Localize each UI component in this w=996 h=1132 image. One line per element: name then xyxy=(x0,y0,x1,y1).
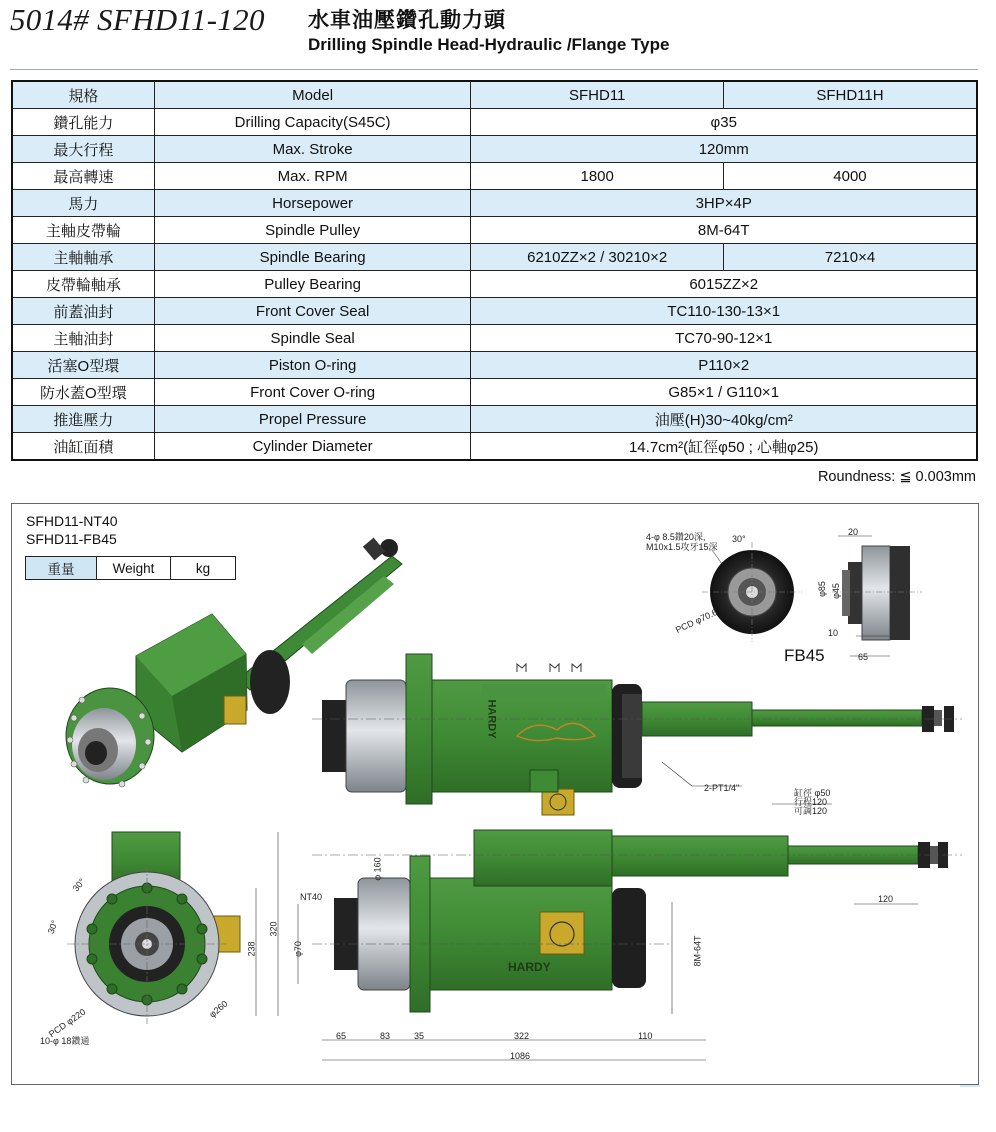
spec-row xyxy=(12,406,977,433)
spec-label-en: Front Cover Seal xyxy=(154,298,471,325)
spec-value: 8M-64T xyxy=(471,217,977,244)
front-end-view xyxy=(67,832,278,1024)
spec-label-en: Front Cover O-ring xyxy=(154,379,471,406)
outer-dia-260: φ260 xyxy=(207,998,230,1020)
weight-label-cn: 重量 xyxy=(26,557,97,580)
spec-row xyxy=(12,379,977,406)
brand-mark-bottom: HARDY xyxy=(508,960,551,974)
variant-fb45: SFHD11-FB45 xyxy=(26,531,117,547)
bottom-side-view xyxy=(298,830,962,1060)
fb45-dim-20: 20 xyxy=(848,527,859,537)
brand-mark-top: HARDY xyxy=(485,699,498,739)
height-dim-320: 320 xyxy=(268,921,279,937)
title-english: Drilling Spindle Head-Hydraulic /Flange Type xyxy=(308,35,670,54)
fb45-pcd: PCD φ70.6 xyxy=(673,606,719,636)
fb45-end-view xyxy=(702,542,802,642)
fb45-angle: 30° xyxy=(732,534,746,544)
spec-value-sfhd11: SFHD11 xyxy=(471,81,724,109)
spec-value: 3HP×4P xyxy=(471,190,977,217)
fb45-dim-10: 10 xyxy=(828,628,839,638)
bottom-dim-322: 322 xyxy=(514,1031,530,1041)
spec-label-en: Propel Pressure xyxy=(154,406,471,433)
weight-label-en: Weight xyxy=(97,557,171,580)
spec-label-en: Pulley Bearing xyxy=(154,271,471,298)
fb45-dim-65: 65 xyxy=(858,652,869,662)
roundness-note: Roundness: ≦ 0.003mm xyxy=(817,469,976,485)
spec-value: TC110-130-13×1 xyxy=(471,298,977,325)
spec-row xyxy=(12,271,977,298)
spec-row xyxy=(12,298,977,325)
bottom-dim-110: 110 xyxy=(638,1031,653,1041)
spec-value: TC70-90-12×1 xyxy=(471,325,977,352)
spec-value-sfhd11h: SFHD11H xyxy=(723,81,977,109)
spec-label-cn: 主軸皮帶輪 xyxy=(12,217,154,244)
fb45-side-view xyxy=(832,536,922,656)
spec-label-cn: 主軸軸承 xyxy=(12,244,154,271)
spec-row xyxy=(12,136,977,163)
spec-row xyxy=(12,109,977,136)
spec-label-en: Model xyxy=(154,81,471,109)
bottom-dim-65: 65 xyxy=(336,1031,347,1041)
belt-label: 8M-64T xyxy=(692,935,703,967)
spec-value: P110×2 xyxy=(471,352,977,379)
fb45-dim-45: φ45 xyxy=(830,583,841,599)
spec-label-en: Horsepower xyxy=(154,190,471,217)
fb45-hole-note-2: M10x1.5攻牙15深 xyxy=(646,542,718,552)
spec-label-en: Drilling Capacity(S45C) xyxy=(154,109,471,136)
spec-value: 120mm xyxy=(471,136,977,163)
spec-row xyxy=(12,433,977,461)
angle-30-b: 30° xyxy=(45,918,60,936)
spec-label-cn: 最高轉速 xyxy=(12,163,154,190)
spec-label-cn: 油缸面積 xyxy=(12,433,154,461)
spec-table xyxy=(11,80,978,461)
spec-label-cn: 規格 xyxy=(12,81,154,109)
spec-value-sfhd11: 6210ZZ×2 / 30210×2 xyxy=(471,244,724,271)
spec-row xyxy=(12,352,977,379)
bottom-dim-35: 35 xyxy=(414,1031,425,1041)
fb45-hole-note-1: 4-φ 8.5鑽20深, xyxy=(646,532,706,542)
variant-nt40: SFHD11-NT40 xyxy=(26,513,118,529)
spec-label-cn: 推進壓力 xyxy=(12,406,154,433)
spec-label-cn: 馬力 xyxy=(12,190,154,217)
spec-value-sfhd11h: 7210×4 xyxy=(723,244,977,271)
spec-label-en: Max. RPM xyxy=(154,163,471,190)
fb45-label: FB45 xyxy=(784,646,825,665)
spec-row xyxy=(12,163,977,190)
spec-label-en: Max. Stroke xyxy=(154,136,471,163)
spec-label-cn: 最大行程 xyxy=(12,136,154,163)
spec-row xyxy=(12,244,977,271)
spec-label-en: Cylinder Diameter xyxy=(154,433,471,461)
spec-value: φ35 xyxy=(471,109,977,136)
spec-label-cn: 鑽孔能力 xyxy=(12,109,154,136)
spec-label-cn: 主軸油封 xyxy=(12,325,154,352)
nt40-label: NT40 xyxy=(300,892,323,902)
drawing-panel xyxy=(11,503,979,1085)
port-note: 2-PT1/4" xyxy=(704,783,740,793)
spec-row xyxy=(12,190,977,217)
spec-row xyxy=(12,325,977,352)
spec-label-cn: 活塞O型環 xyxy=(12,352,154,379)
fb45-dim-85: φ85 xyxy=(816,581,827,597)
top-side-view xyxy=(312,654,962,815)
spec-label-en: Spindle Seal xyxy=(154,325,471,352)
stroke-dim-120: 120 xyxy=(878,894,894,904)
height-dim-238: 238 xyxy=(246,941,257,957)
spec-label-en: Spindle Bearing xyxy=(154,244,471,271)
total-length-1086: 1086 xyxy=(510,1051,531,1061)
spec-row xyxy=(12,81,977,109)
spec-label-en: Spindle Pulley xyxy=(154,217,471,244)
header-divider xyxy=(10,69,978,70)
cylinder-note-2: 行程120 xyxy=(794,797,828,807)
spec-label-en: Piston O-ring xyxy=(154,352,471,379)
model-number: 5014# SFHD11-120 xyxy=(10,2,265,37)
flange-dia-160: φ 160 xyxy=(372,857,383,881)
spec-value-sfhd11: 1800 xyxy=(471,163,724,190)
spec-value: 油壓(H)30~40kg/cm² xyxy=(471,406,977,433)
spec-value-sfhd11h: 4000 xyxy=(723,163,977,190)
angle-30-a: 30° xyxy=(70,876,88,894)
spec-label-cn: 皮帶輪軸承 xyxy=(12,271,154,298)
title-chinese: 水車油壓鑽孔動力頭 xyxy=(308,9,506,32)
spec-label-cn: 前蓋油封 xyxy=(12,298,154,325)
spec-label-cn: 防水蓋O型環 xyxy=(12,379,154,406)
spec-row xyxy=(12,217,977,244)
pcd-220: PCD φ220 xyxy=(46,1006,88,1040)
hole-pattern-note: 10-φ 18鑽通 xyxy=(40,1036,90,1046)
spec-value: 14.7cm²(缸徑φ50 ; 心軸φ25) xyxy=(471,433,977,461)
footer-accent xyxy=(960,1085,980,1087)
spec-value: 6015ZZ×2 xyxy=(471,271,977,298)
bottom-dim-83: 83 xyxy=(380,1031,391,1041)
weight-unit: kg xyxy=(171,557,236,580)
cylinder-note-3: 可調120 xyxy=(794,806,828,816)
spec-value: G85×1 / G110×1 xyxy=(471,379,977,406)
cylinder-note-1: 缸徑 φ50 xyxy=(794,788,831,798)
spindle-dia-70: φ70 xyxy=(292,941,303,957)
